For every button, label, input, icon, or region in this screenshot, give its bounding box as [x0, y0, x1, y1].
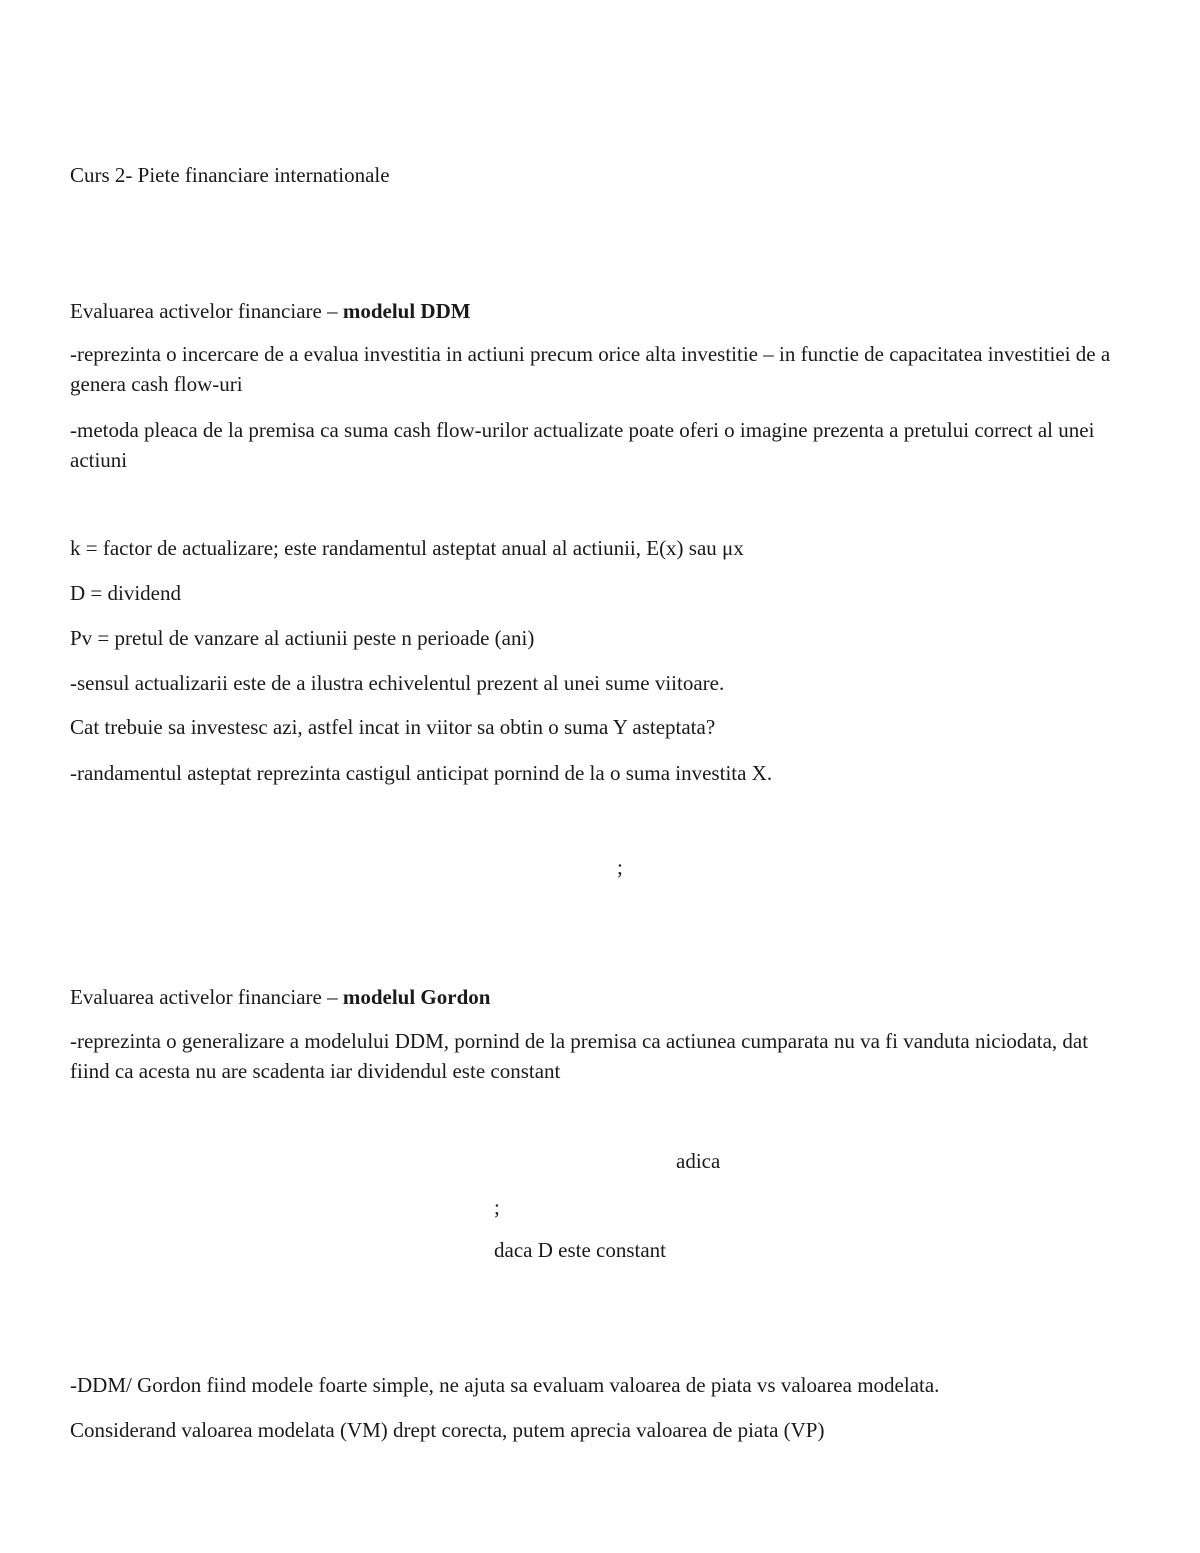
gordon-heading-prefix: Evaluarea activelor financiare –: [70, 985, 343, 1009]
ddm-heading: [70, 296, 471, 326]
definition-pv: Pv = pretul de vanzare al actiunii peste n perioade (ani): [70, 626, 535, 650]
ddm-paragraph-1: -reprezinta o incercare de a evalua investitia in actiuni precum orice alta investitie – in functie de capacitatea investitiei de a genera cash flow-uri: [70, 342, 1111, 396]
gordon-daca: daca D este constant: [494, 1238, 667, 1262]
closing-line-1: -DDM/ Gordon fiind modele foarte simple, ne ajuta sa evaluam valoarea de piata vs valoarea modelata.: [70, 1373, 940, 1397]
gordon-heading: [70, 982, 490, 1012]
line-randament: -randamentul asteptat reprezinta castigul anticipat pornind de la o suma investita X.: [70, 761, 773, 785]
gordon-heading-bold: modelul Gordon: [342, 985, 491, 1009]
definition-d: D = dividend: [70, 581, 181, 605]
ddm-semicolon: ;: [617, 855, 623, 879]
ddm-heading-bold: modelul DDM: [342, 299, 471, 323]
course-title: Curs 2- Piete financiare internationale: [70, 163, 390, 187]
gordon-semicolon: ;: [494, 1195, 500, 1219]
gordon-paragraph-1: -reprezinta o generalizare a modelului DDM, pornind de la premisa ca actiunea cumparata nu va fi vanduta niciodata, dat fiind ca acesta nu are scadenta iar dividendul este constant: [70, 1029, 1089, 1083]
closing-line-2: Considerand valoarea modelata (VM) drept corecta, putem aprecia valoarea de piata (VP): [70, 1418, 825, 1442]
gordon-adica: adica: [676, 1149, 721, 1173]
line-question: Cat trebuie sa investesc azi, astfel incat in viitor sa obtin o suma Y asteptata?: [70, 715, 716, 739]
ddm-paragraph-2: -metoda pleaca de la premisa ca suma cash flow-urilor actualizate poate oferi o imagine prezenta a pretului correct al unei actiuni: [70, 418, 1095, 472]
line-sensul: -sensul actualizarii este de a ilustra echivelentul prezent al unei sume viitoare.: [70, 671, 725, 695]
ddm-heading-prefix: Evaluarea activelor financiare –: [70, 299, 343, 323]
definition-k: k = factor de actualizare; este randamentul asteptat anual al actiunii, E(x) sau μx: [70, 536, 744, 560]
